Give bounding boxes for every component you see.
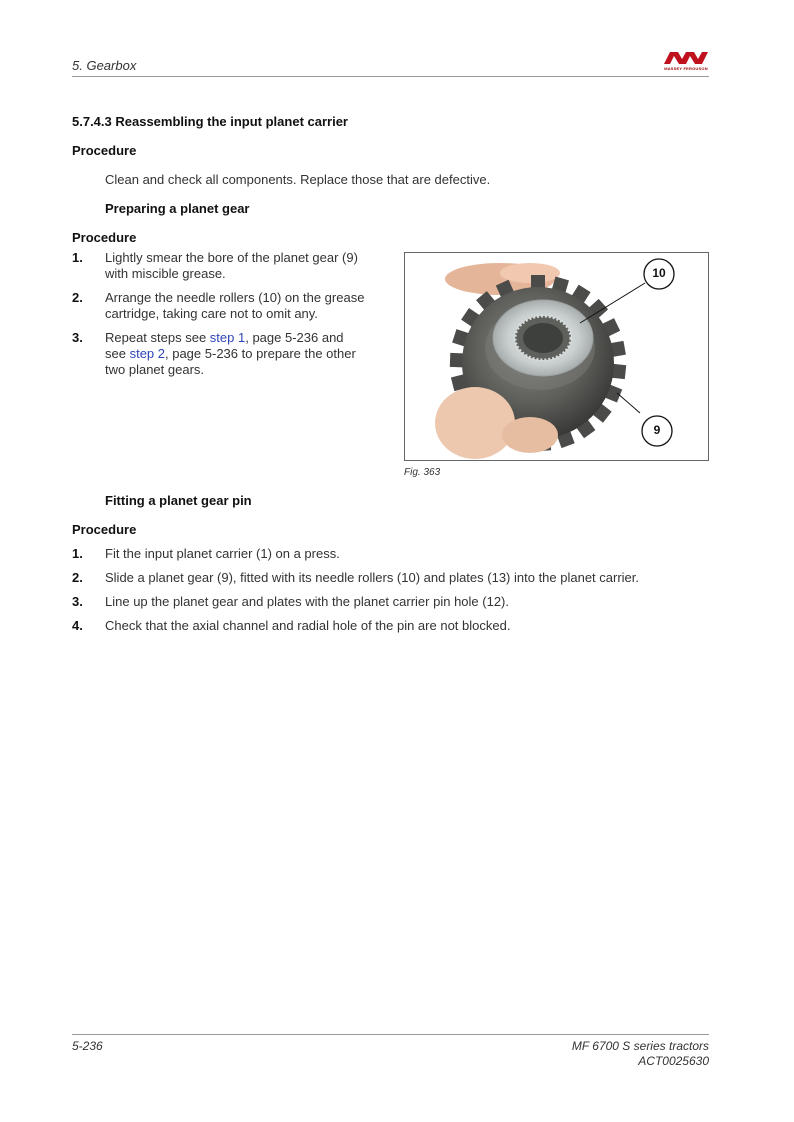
list-item bbox=[72, 290, 392, 324]
page-number: 5-236 bbox=[72, 1039, 103, 1053]
step-text-line: with miscible grease. bbox=[105, 266, 226, 281]
finger-bottom bbox=[502, 417, 558, 453]
procedure-heading: Procedure bbox=[72, 230, 137, 245]
step-2-link[interactable]: step 2 bbox=[129, 346, 165, 361]
needle-rollers bbox=[493, 300, 593, 376]
finger-top bbox=[500, 263, 560, 283]
step-number: 3. bbox=[72, 330, 83, 345]
list-item bbox=[72, 330, 392, 380]
procedure-heading: Procedure bbox=[72, 143, 137, 158]
chapter-title: 5. Gearbox bbox=[72, 58, 137, 73]
step-number: 1. bbox=[72, 250, 83, 265]
section-title: 5.7.4.3 Reassembling the input planet carrier bbox=[72, 114, 348, 129]
logo-wordmark: MASSEY FERGUSON bbox=[664, 66, 708, 71]
figure-caption: Fig. 363 bbox=[404, 467, 441, 478]
callout-label-9: 9 bbox=[653, 423, 661, 437]
footer-divider bbox=[72, 1034, 709, 1035]
callout-line-9 bbox=[617, 393, 640, 413]
list-item bbox=[72, 618, 709, 636]
step-1-link[interactable]: step 1 bbox=[209, 330, 246, 345]
step-text: Slide a planet gear (9), fitted with its needle rollers (10) and plates (13) into the planet carrier. bbox=[105, 570, 640, 585]
step-text-line bbox=[105, 346, 356, 362]
step-text-line bbox=[105, 330, 356, 346]
intro-text: Clean and check all components. Replace those that are defective. bbox=[105, 172, 491, 187]
header-divider bbox=[72, 76, 709, 77]
step-text-part: , page 5-236 and bbox=[245, 330, 344, 345]
list-item bbox=[72, 250, 392, 284]
step-text: Check that the axial channel and radial hole of the pin are not blocked. bbox=[105, 618, 511, 633]
figure-363-photo bbox=[404, 252, 709, 461]
step-text: Line up the planet gear and plates with the planet carrier pin hole (12). bbox=[105, 594, 509, 609]
document-id: ACT0025630 bbox=[638, 1054, 709, 1068]
step-text-line: two planet gears. bbox=[105, 362, 205, 377]
step-number: 2. bbox=[72, 290, 83, 305]
step-text-line: cartridge, taking care not to omit any. bbox=[105, 306, 318, 321]
step-text-part: , page 5-236 to prepare the other bbox=[165, 346, 356, 361]
callout-line-10 bbox=[580, 283, 645, 323]
list-item bbox=[72, 546, 709, 564]
subheading-fitting-planet-gear-pin: Fitting a planet gear pin bbox=[105, 493, 252, 508]
list-item bbox=[72, 570, 709, 588]
list-item bbox=[72, 594, 709, 612]
step-text: Fit the input planet carrier (1) on a press. bbox=[105, 546, 340, 561]
footer-info bbox=[572, 1039, 709, 1069]
model-name: MF 6700 S series tractors bbox=[571, 1039, 709, 1053]
step-text-part: Repeat steps see bbox=[105, 330, 210, 345]
step-text-part: see bbox=[105, 346, 130, 361]
procedure-heading: Procedure bbox=[72, 522, 137, 537]
step-number: 3. bbox=[72, 594, 83, 609]
step-text-line: Arrange the needle rollers (10) on the grease bbox=[105, 290, 365, 305]
step-number: 1. bbox=[72, 546, 83, 561]
step-number: 4. bbox=[72, 618, 83, 633]
step-number: 2. bbox=[72, 570, 83, 585]
step-text-line: Lightly smear the bore of the planet gear (9) bbox=[105, 250, 358, 265]
callout-label-10: 10 bbox=[652, 266, 666, 280]
thumb bbox=[435, 387, 515, 459]
subheading-preparing-planet-gear: Preparing a planet gear bbox=[105, 201, 250, 216]
